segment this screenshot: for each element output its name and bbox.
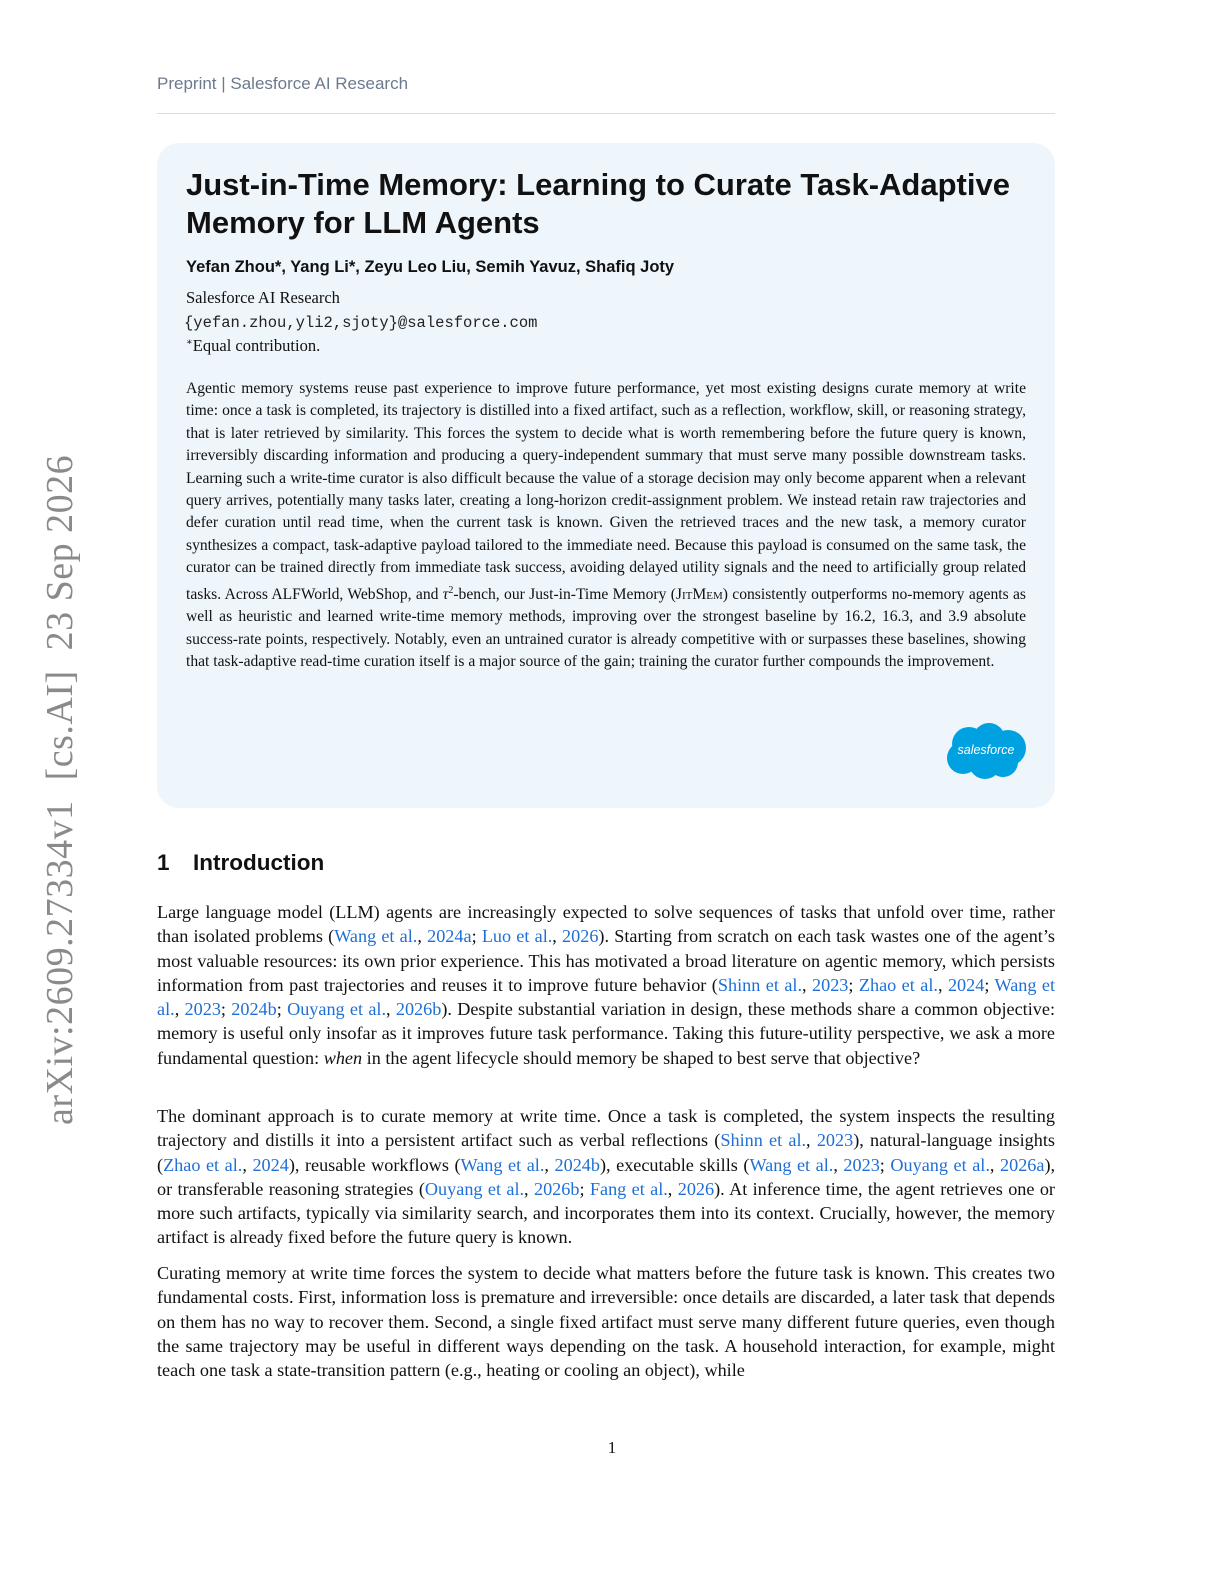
equal-contribution-note xyxy=(186,336,320,356)
abstract-text-1: Agentic memory systems reuse past experience to improve future performance, yet most existing designs curate memory at write time: once a task is completed, its trajectory is distilled into a fixed artifact, such as a reflection, workflow, skill, or reasoning strategy, that is later retrieved by similarity. This forces the system to decide what is worth remembering before the future query is known, irreversibly discarding information and producing a query-independent summary that must serve many possible downstream tasks. Learning such a write-time curator is also difficult because the value of a storage decision may only become apparent when a relevant query arrives, potentially many tasks later, creating a long-horizon credit-assignment problem. We instead retain raw trajectories and defer curation until read time, when the current task is known. Given the retrieved traces and the new task, a memory curator synthesizes a compact, task-adaptive payload tailored to the immediate need. Because this payload is consumed on the same task, the curator can be trained directly from immediate task success, avoiding delayed utility signals and the need to artificially group related tasks. Across ALFWorld, WebShop, and xyxy=(186,380,1026,603)
citation-separator: ; xyxy=(220,999,232,1020)
citation-link[interactable]: 2024b xyxy=(554,1154,600,1175)
citation-link[interactable]: 2026 xyxy=(562,926,599,947)
citation-separator: ; xyxy=(471,926,482,947)
affiliation: Salesforce AI Research xyxy=(186,288,340,307)
citation-link[interactable]: Fang et al. xyxy=(589,1178,668,1199)
citation-link[interactable]: Wang et al. xyxy=(460,1154,545,1175)
method-name: JitMem xyxy=(675,585,723,603)
running-header: Preprint | Salesforce AI Research xyxy=(157,74,409,93)
contact-email[interactable]: {yefan.zhou,yli2,sjoty}@salesforce.com xyxy=(184,314,538,332)
abstract xyxy=(186,378,1026,673)
emphasis-text: when xyxy=(323,1047,363,1068)
citation-link[interactable]: Ouyang et al. xyxy=(890,1154,990,1175)
citation-separator: , xyxy=(552,926,563,947)
citation-separator: ; xyxy=(579,1178,590,1199)
citation-link[interactable]: Shinn et al. xyxy=(717,974,802,995)
citation-link[interactable]: 2026 xyxy=(677,1178,715,1199)
paragraph-text: ). Despite substantial variation in design, these methods share a common objective: memory is useful only insofar as it improves future task performance. Taking this future-utility perspective, we ask a more fundamental question: xyxy=(157,999,1056,1068)
paragraph-text: ), reusable workflows ( xyxy=(288,1154,461,1175)
citation-link[interactable]: Zhao et al. xyxy=(163,1154,243,1175)
citation-separator: , xyxy=(544,1154,555,1175)
section-title-text: Introduction xyxy=(193,850,325,875)
intro-paragraph-3: Curating memory at write time forces the system to decide what matters before the future task is known. This creates two fundamental costs. First, information loss is premature and irreversible: once details are discarded, a later task that depends on them has no way to recover them. Second, a single fixed artifact must serve many different future queries, even though the same trajectory may be useful in different ways depending on the task. A household interaction, for example, might teach one task a state-transition pattern (e.g., heating or cooling an object), while xyxy=(157,1263,1055,1381)
citation-separator: , xyxy=(989,1154,1000,1175)
paragraph-text: ). At inference time, the agent retrieves one or more such artifacts, typically via similarity search, and incorporates them into its context. Crucially, however, the memory artifact is already fixed before the future query is known. xyxy=(157,1178,1055,1248)
citation-separator: , xyxy=(242,1154,253,1175)
paragraph-text: in the agent lifecycle should memory be shaped to best serve that objective? xyxy=(362,1047,921,1068)
header-divider xyxy=(157,113,1055,114)
tau-superscript: 2 xyxy=(448,584,454,596)
citation-separator: ; xyxy=(984,974,995,995)
salesforce-logo-text: salesforce xyxy=(957,743,1015,757)
citation-separator: , xyxy=(417,926,428,947)
citation-link[interactable]: 2026b xyxy=(533,1178,580,1199)
paragraph-text: ), or transferable reasoning strategies ( xyxy=(157,1154,1056,1199)
paper-title: Just-in-Time Memory: Learning to Curate Task-Adaptive Memory for LLM Agents xyxy=(186,167,1010,240)
citation-separator: , xyxy=(386,999,396,1020)
citation-link[interactable]: Shinn et al. xyxy=(720,1130,807,1151)
citation-link[interactable]: 2024b xyxy=(231,999,277,1020)
citation-separator: , xyxy=(524,1178,534,1199)
citation-link[interactable]: 2026a xyxy=(1000,1154,1045,1175)
footnote-marker: ∗ xyxy=(186,337,193,348)
section-heading xyxy=(157,850,324,876)
citation-link[interactable]: 2023 xyxy=(843,1154,880,1175)
paragraph-text: ), natural-language insights ( xyxy=(157,1130,1056,1175)
citation-link[interactable]: 2024 xyxy=(252,1154,289,1175)
arxiv-identifier-stamp: arXiv:2609.27334v1 [cs.AI] 23 Sep 2026 xyxy=(39,454,81,1125)
citation-separator: , xyxy=(806,1130,817,1151)
salesforce-logo-icon xyxy=(945,722,1027,780)
citation-link[interactable]: Ouyang et al. xyxy=(424,1178,525,1199)
paragraph-text: ), executable skills ( xyxy=(599,1154,750,1175)
citation-separator: ; xyxy=(276,999,288,1020)
intro-paragraph-2 xyxy=(157,1104,1055,1250)
citation-link[interactable]: Ouyang et al. xyxy=(287,999,387,1020)
paragraph-text: Large language model (LLM) agents are increasingly expected to solve sequences of tasks that unfold over time, rather than isolated problems ( xyxy=(157,902,1055,947)
paragraph-text: The dominant approach is to curate memory at write time. Once a task is completed, the system inspects the resulting trajectory and distills it into a persistent artifact such as verbal reflections ( xyxy=(157,1106,1055,1151)
author-list: Yefan Zhou*, Yang Li*, Zeyu Leo Liu, Semih Yavuz, Shafiq Joty xyxy=(186,258,675,276)
citation-link[interactable]: 2024a xyxy=(427,926,472,947)
paragraph-text: ). Starting from scratch on each task wastes one of the agent’s most valuable resources: its own prior experience. This has motivated a broad literature on agentic memory, which persists information from past trajectories and reuses it to improve future behavior ( xyxy=(157,926,1055,995)
citation-separator: ; xyxy=(879,1154,891,1175)
citation-separator: , xyxy=(937,974,948,995)
citation-link[interactable]: Zhao et al. xyxy=(858,974,938,995)
citation-link[interactable]: 2026b xyxy=(395,999,442,1020)
citation-separator: , xyxy=(667,1178,678,1199)
abstract-text-2: -bench, our Just-in-Time Memory ( xyxy=(453,585,676,603)
citation-separator: , xyxy=(802,974,812,995)
citation-link[interactable]: 2023 xyxy=(184,999,221,1020)
citation-separator: ; xyxy=(848,974,859,995)
intro-paragraph-1 xyxy=(157,900,1055,1070)
abstract-text-3: ) consistently outperforms no-memory agents as well as heuristic and learned write-time memory methods, improving over the strongest baseline by 16.2, 16.3, and 3.9 absolute success-rate points, respectively. Notably, even an untrained curator is already competitive with or surpasses these baselines, showing that task-adaptive read-time curation itself is a major source of the gain; training the curator further compounds the improvement. xyxy=(186,585,1026,671)
citation-link[interactable]: 2023 xyxy=(812,974,849,995)
tau-symbol: τ xyxy=(442,585,449,603)
citation-link[interactable]: Wang et al. xyxy=(749,1154,834,1175)
citation-link[interactable]: Luo et al. xyxy=(481,926,553,947)
equal-contribution-text: Equal contribution. xyxy=(192,336,321,355)
citation-link[interactable]: Wang et al. xyxy=(157,974,1056,1020)
citation-separator: , xyxy=(833,1154,844,1175)
citation-link[interactable]: 2023 xyxy=(816,1130,854,1151)
section-number: 1 xyxy=(157,850,170,875)
citation-separator: , xyxy=(174,999,185,1020)
citation-link[interactable]: Wang et al. xyxy=(334,926,418,947)
citation-link[interactable]: 2024 xyxy=(947,974,985,995)
page-number: 1 xyxy=(607,1438,617,1457)
